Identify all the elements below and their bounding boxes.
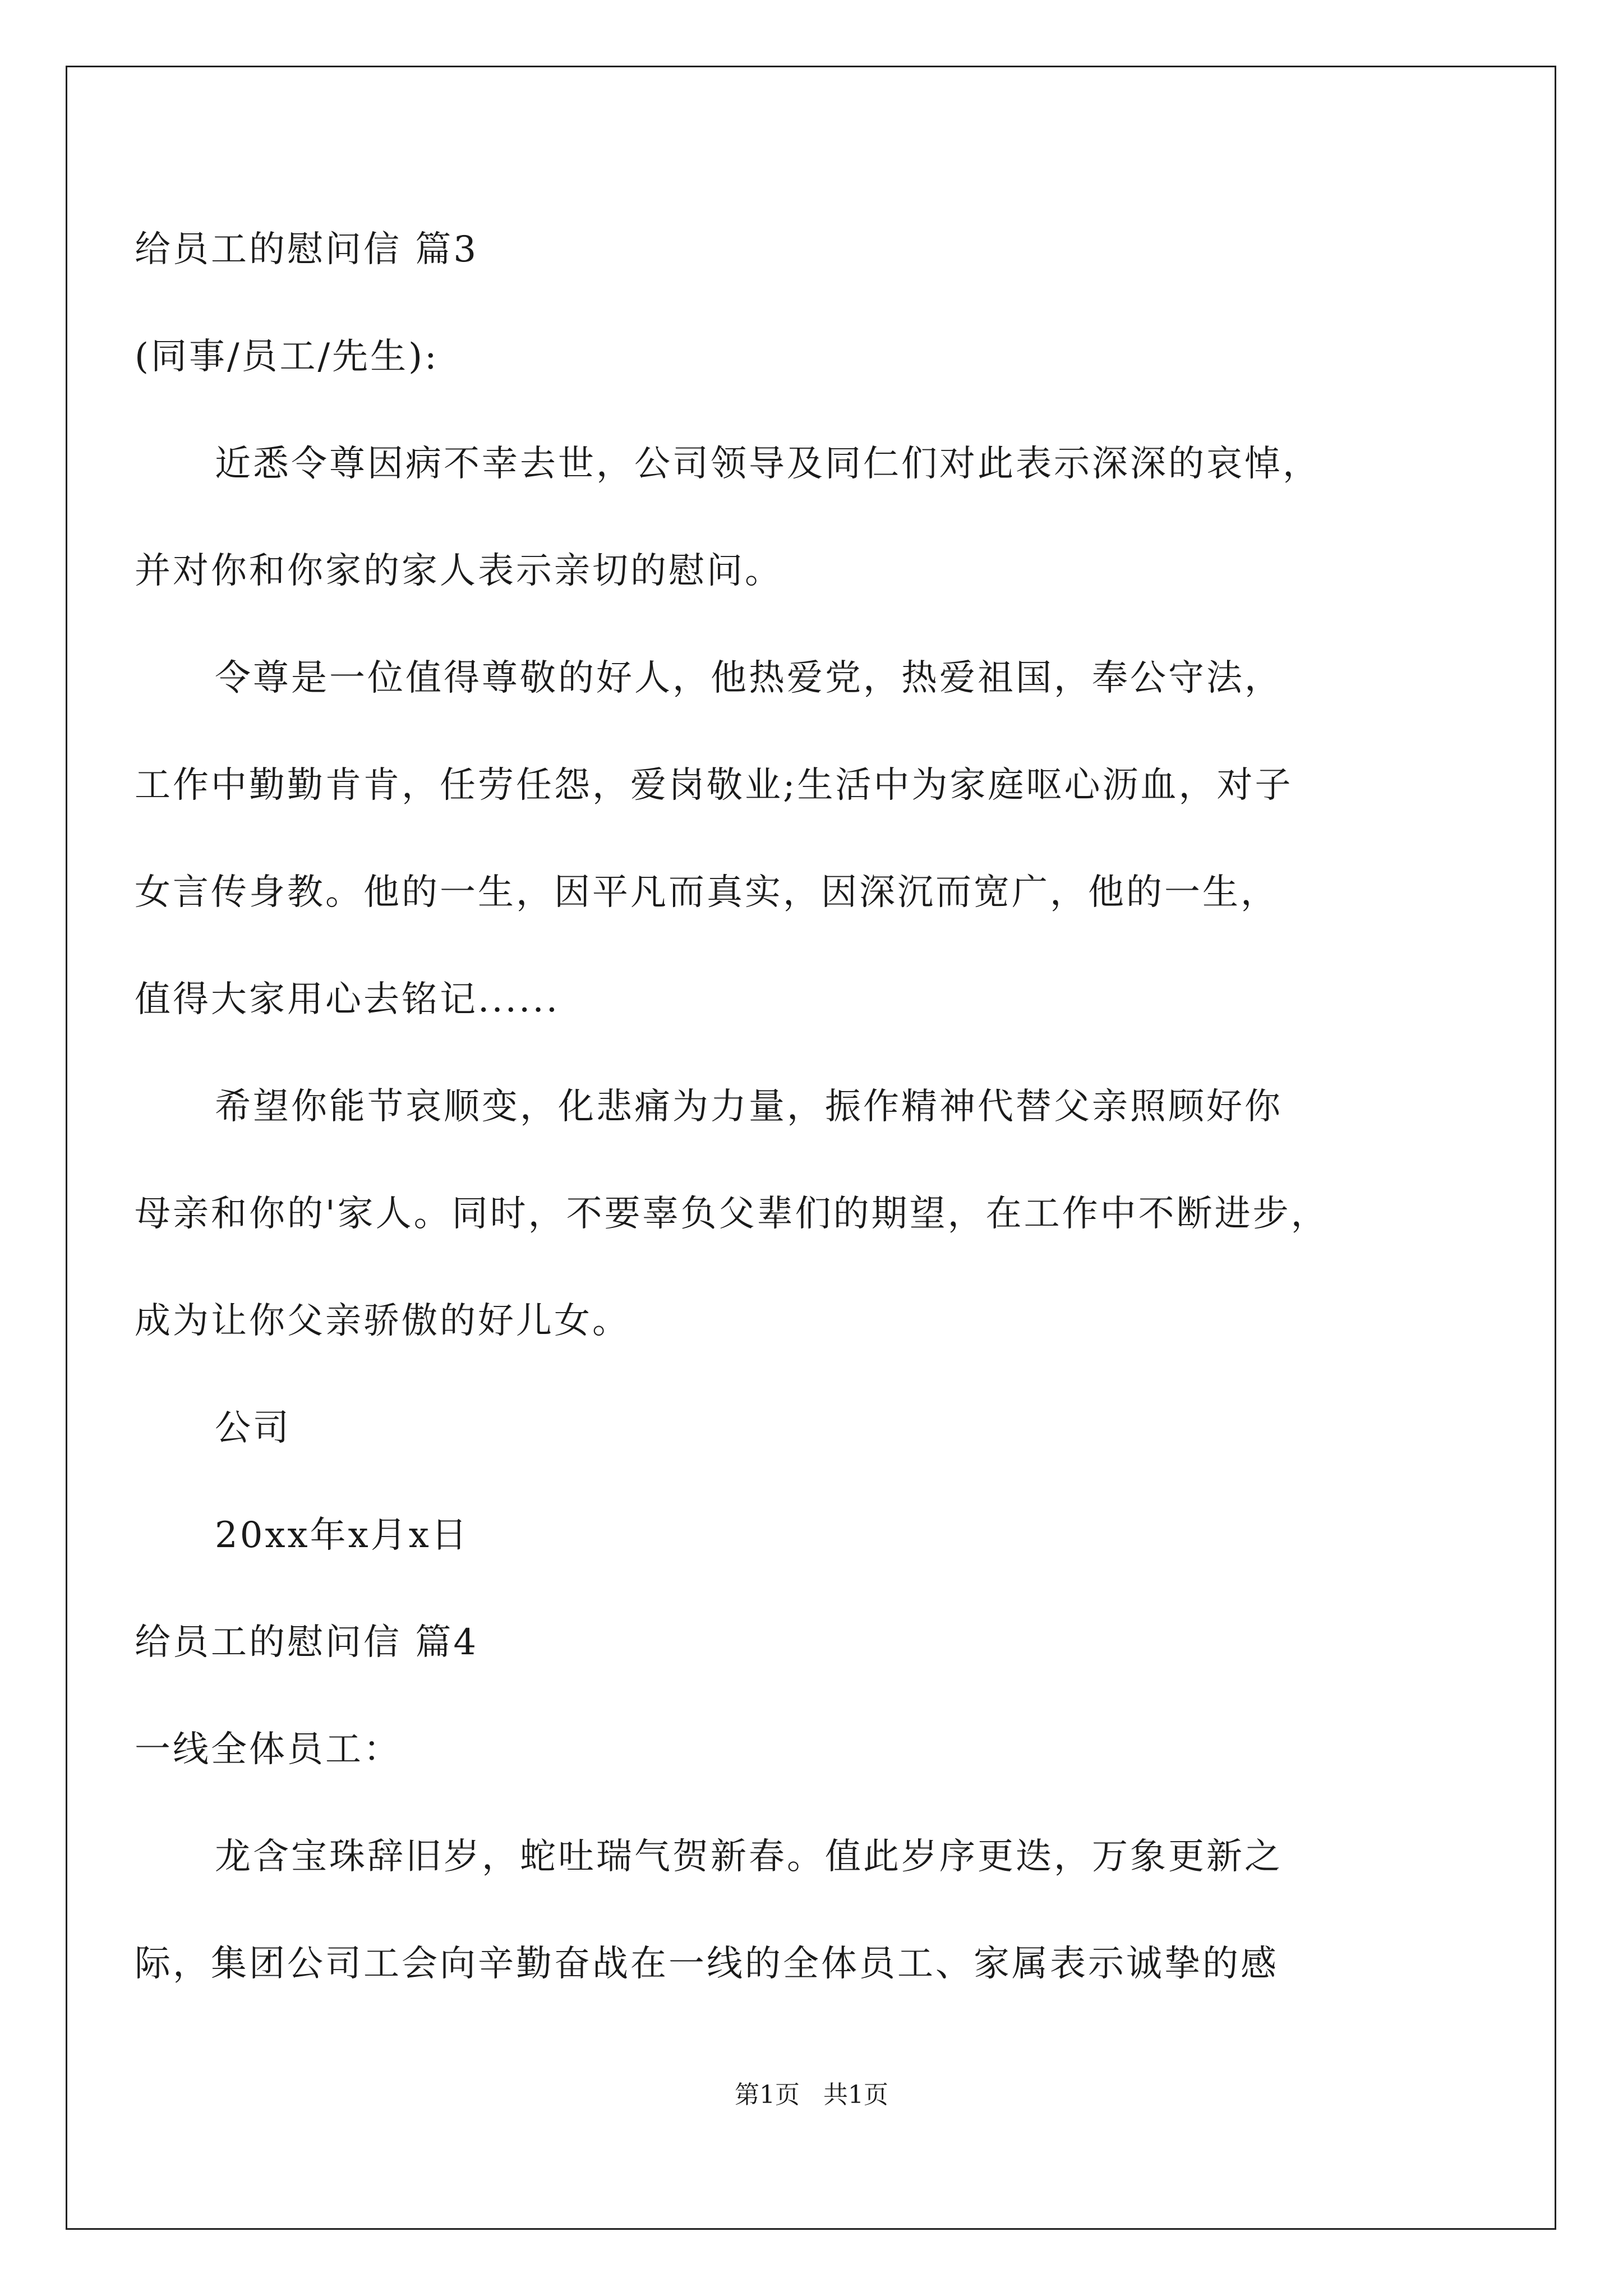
- signature-date: 20xx年x月x日: [215, 1515, 469, 1556]
- paragraph-line: 希望你能节哀顺变，化悲痛为力量，振作精神代替父亲照顾好你: [215, 1086, 1283, 1128]
- paragraph-line: 母亲和你的'家人。同时，不要辜负父辈们的期望，在工作中不断进步，: [135, 1193, 1329, 1235]
- page-frame: [66, 66, 1556, 2230]
- paragraph-line: 龙含宝珠辞旧岁，蛇吐瑞气贺新春。值此岁序更迭，万象更新之: [215, 1836, 1283, 1878]
- paragraph-line: 成为让你父亲骄傲的好儿女。: [135, 1300, 630, 1342]
- paragraph-line: 女言传身教。他的一生，因平凡而真实，因深沉而宽广，他的一生，: [135, 872, 1279, 913]
- paragraph-line: 际，集团公司工会向辛勤奋战在一线的全体员工、家属表示诚挚的感: [135, 1943, 1279, 1985]
- salutation-3: (同事/员工/先生):: [135, 336, 439, 378]
- paragraph-line: 工作中勤勤肯肯，任劳任怨，爱岗敬业;生活中为家庭呕心沥血，对子: [135, 765, 1293, 806]
- paragraph-line: 并对你和你家的家人表示亲切的慰问。: [135, 550, 783, 592]
- signature-company: 公司: [215, 1407, 291, 1449]
- salutation-4: 一线全体员工：: [135, 1729, 402, 1770]
- paragraph-line: 令尊是一位值得尊敬的好人，他热爱党，热爱祖国，奉公守法，: [215, 657, 1283, 699]
- section-heading-3: 给员工的慰问信 篇3: [135, 229, 479, 270]
- page-number-footer: 第1页 共1页: [735, 2081, 888, 2109]
- paragraph-line: 近悉令尊因病不幸去世，公司领导及同仁们对此表示深深的哀悼，: [215, 443, 1321, 485]
- paragraph-line: 值得大家用心去铭记......: [135, 979, 560, 1020]
- section-heading-4: 给员工的慰问信 篇4: [135, 1622, 479, 1663]
